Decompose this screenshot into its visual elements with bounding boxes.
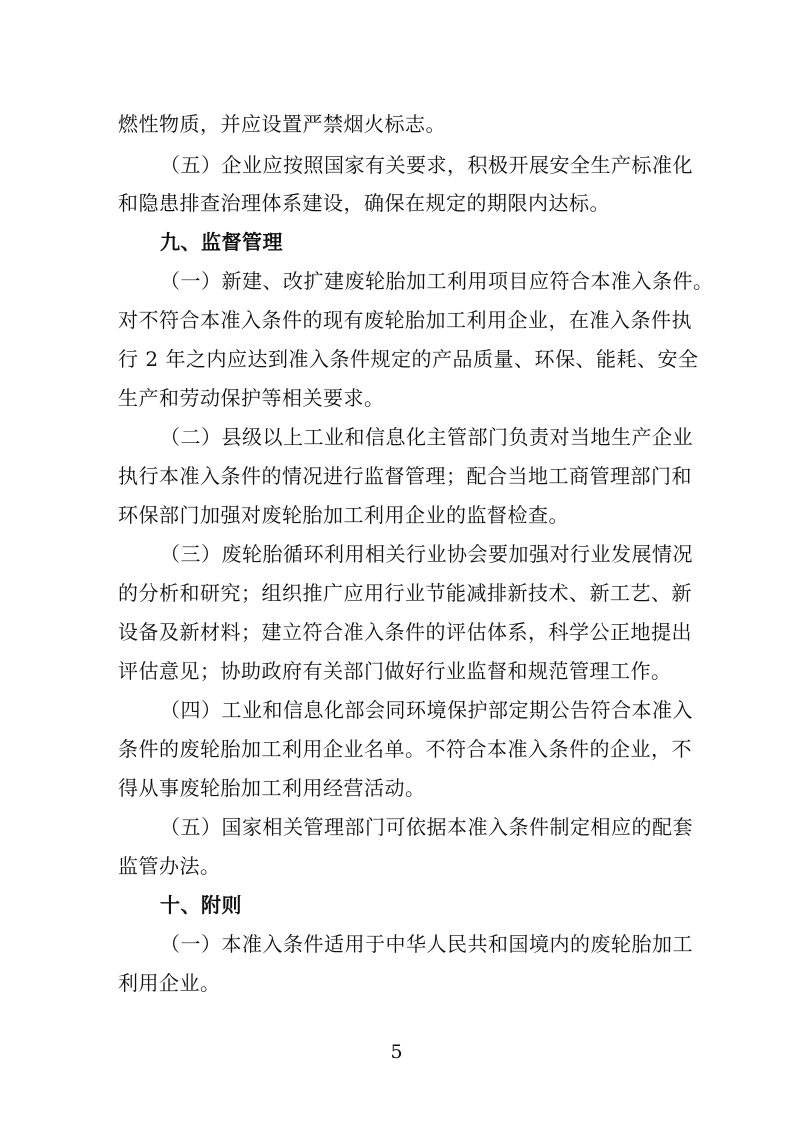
paragraph-line: 执行本准入条件的情况进行监督管理；配合当地工商管理部门和 bbox=[118, 464, 692, 488]
paragraph-line: 和隐患排查治理体系建设，确保在规定的期限内达标。 bbox=[118, 191, 610, 215]
paragraph-line: 得从事废轮胎加工利用经营活动。 bbox=[118, 776, 426, 800]
paragraph-line: 评估意见；协助政府有关部门做好行业监督和规范管理工作。 bbox=[118, 659, 672, 683]
paragraph-line: （一）本准入条件适用于中华人民共和国境内的废轮胎加工 bbox=[160, 932, 693, 956]
paragraph-line: （二）县级以上工业和信息化主管部门负责对当地生产企业 bbox=[160, 425, 693, 449]
section-heading: 九、监督管理 bbox=[160, 230, 283, 254]
paragraph-line: 条件的废轮胎加工利用企业名单。不符合本准入条件的企业，不 bbox=[118, 737, 692, 761]
paragraph-line: （一）新建、改扩建废轮胎加工利用项目应符合本准入条件。 bbox=[160, 269, 714, 293]
page-number: 5 bbox=[390, 1041, 403, 1063]
paragraph-line: 行 2 年之内应达到准入条件规定的产品质量、环保、能耗、安全 bbox=[118, 347, 699, 371]
paragraph-line: 的分析和研究；组织推广应用行业节能减排新技术、新工艺、新 bbox=[118, 581, 692, 605]
paragraph-line: 生产和劳动保护等相关要求。 bbox=[118, 386, 385, 410]
paragraph-line: 燃性物质，并应设置严禁烟火标志。 bbox=[118, 112, 446, 136]
paragraph-line: 设备及新材料；建立符合准入条件的评估体系，科学公正地提出 bbox=[118, 620, 692, 644]
paragraph-line: （五）企业应按照国家有关要求，积极开展安全生产标准化 bbox=[160, 153, 693, 177]
section-heading: 十、附则 bbox=[160, 893, 242, 917]
paragraph-line: 环保部门加强对废轮胎加工利用企业的监督检查。 bbox=[118, 503, 569, 527]
paragraph-line: （四）工业和信息化部会同环境保护部定期公告符合本准入 bbox=[160, 698, 693, 722]
paragraph-line: 监管办法。 bbox=[118, 854, 221, 878]
paragraph-line: （三）废轮胎循环利用相关行业协会要加强对行业发展情况 bbox=[160, 542, 693, 566]
paragraph-line: 利用企业。 bbox=[118, 971, 221, 995]
paragraph-line: 对不符合本准入条件的现有废轮胎加工利用企业，在准入条件执 bbox=[118, 308, 692, 332]
paragraph-line: （五）国家相关管理部门可依据本准入条件制定相应的配套 bbox=[160, 815, 693, 839]
